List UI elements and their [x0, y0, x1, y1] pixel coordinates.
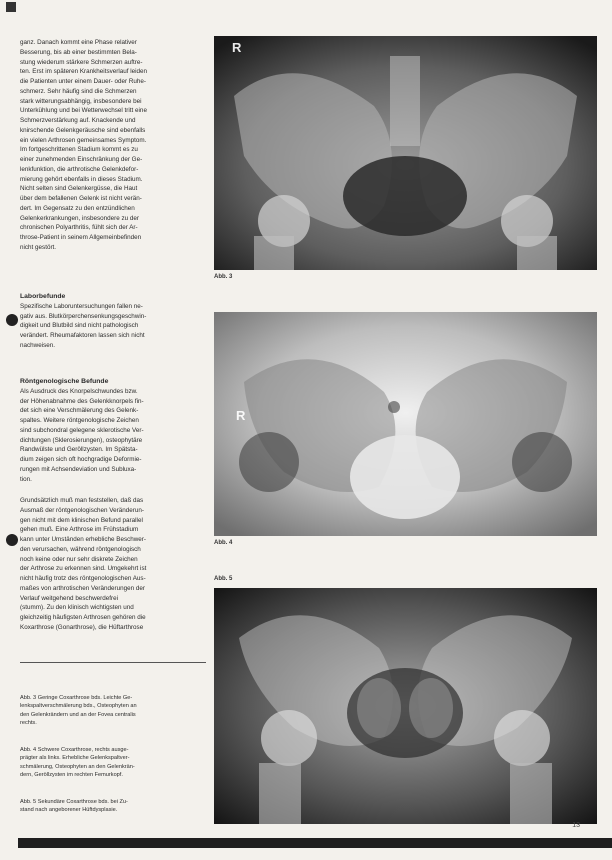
text-line: Gelenkerkrankungen, insbesondere zu der [20, 214, 140, 222]
lab-findings-section [20, 292, 206, 351]
lab-text [20, 302, 206, 351]
caption-abb-5 [20, 798, 206, 815]
text-line: nachweisen. [20, 341, 56, 349]
text-line: Schmerzverstärkung auf. Knackende und [20, 117, 136, 124]
text-line: digkeit und Blutbild sind nicht pathologisch [20, 322, 139, 330]
text-line: stand nach angeborener Hüftdysplasie. [20, 807, 118, 814]
text-line: throse-Patient in seinem Allgemeinbefinden [20, 234, 142, 241]
punch-hole [6, 534, 18, 546]
xray-image-abb-4 [214, 312, 597, 536]
text-line: prägter als links. Erhebliche Gelenkspaltver- [20, 755, 130, 762]
text-line: knirschende Gelenkgeräusche sind ebenfalls [20, 126, 146, 134]
text-line: dert. Im Gegensatz zu den entzündlichen [20, 204, 135, 212]
text-line: Spezifische Laboruntersuchungen fallen ne- [20, 302, 143, 310]
footer-bar [18, 838, 612, 848]
summary-text [20, 496, 206, 633]
radiology-heading: Röntgenologische Befunde [20, 378, 109, 385]
text-line: gehen muß. Eine Arthrose im Frühstadium [20, 526, 139, 534]
summary-section [20, 496, 206, 633]
crop-mark [6, 2, 16, 12]
text-line: noch keine oder nur sehr diskrete Zeichen [20, 555, 138, 563]
text-line: nicht häufig trotz des röntgenologischen Aus- [20, 575, 146, 582]
text-line: maßes von arthrotischen Veränderungen der [20, 584, 145, 592]
radiology-text [20, 387, 206, 485]
xray-image-abb-3 [214, 36, 597, 270]
text-line: spaltes. Weitere röntgenologische Zeichen [20, 417, 139, 424]
text-line: gativ aus. Blutkörperchensenkungsgeschwin- [20, 312, 147, 320]
text-line: Abb. 4 Schwere Coxarthrose, rechts ausge- [20, 747, 129, 753]
text-line: Abb. 3 Geringe Coxarthrose bds. Leichte Ge- [20, 695, 133, 701]
caption-abb-4 [20, 746, 206, 779]
text-line: gen nicht mit dem klinischen Befund parallel [20, 516, 143, 524]
side-marker-right: R [236, 408, 246, 423]
text-line: der Höhenabnahme des Gelenkknorpels fin- [20, 397, 144, 405]
text-line: die Patienten unter einem Dauer- oder Ruhe- [20, 78, 147, 85]
text-line: Unterkühlung und bei Wetterwechsel tritt eine [20, 107, 147, 115]
text-line: (stumm). Zu den klinisch wichtigsten und [20, 604, 134, 612]
figure-label-abb-4: Abb. 4 [214, 540, 233, 546]
text-line: Als Ausdruck des Knorpelschwundes bzw. [20, 387, 138, 395]
text-line: det sich eine Verschmälerung des Gelenk- [20, 407, 139, 415]
text-line: dern, Geröllzysten im rechten Femurkopf. [20, 771, 123, 778]
text-line: ein vielen Arthrosen gemeinsames Symptom. [20, 136, 147, 144]
text-line: Randwülste und Geröllzysten. Im Spätsta- [20, 446, 138, 454]
text-line: lenkspaltverschmälerung bds., Osteophyten an [20, 703, 137, 710]
text-line: verändert. Rheumafaktoren lassen sich nicht [20, 332, 145, 339]
side-marker-right: R [232, 40, 242, 55]
xray-image-abb-5 [214, 588, 597, 824]
text-line: den Gelenkrändern und an der Fovea centralis [20, 711, 136, 718]
text-line: chronischen Polyarthritis, fühlt sich der Ar- [20, 224, 138, 232]
radiology-findings-section [20, 377, 206, 484]
text-line: Ausmaß der röntgenologischen Veränderun- [20, 506, 144, 514]
figure-label-abb-3: Abb. 3 [214, 274, 233, 280]
text-line: Abb. 5 Sekundäre Coxarthrose bds. bei Zu- [20, 799, 128, 805]
text-line: mierung gehört ebenfalls in dieses Stadium. [20, 175, 143, 183]
text-line: der Arthrose zu erkennen sind. Umgekehrt ist [20, 565, 147, 573]
text-line: ganz. Danach kommt eine Phase relativer [20, 39, 137, 46]
text-line: Besserung, bis ab einer bestimmten Bela- [20, 48, 137, 56]
text-line: dichtungen (Sklerosierungen), osteophytäre [20, 436, 143, 444]
figure-label-abb-5: Abb. 5 [214, 576, 233, 582]
xray-pelvis-graphic [214, 588, 597, 824]
xray-pelvis-graphic [214, 312, 597, 536]
text-line: Nicht selten sind Gelenkergüsse, die Haut [20, 185, 138, 193]
text-line: Im fortgeschrittenen Stadium kommt es zu [20, 146, 138, 154]
caption-abb-3 [20, 694, 206, 727]
text-line: den verursachen, während röntgenologisch [20, 545, 141, 553]
xray-pelvis-graphic [214, 36, 597, 270]
text-line: stark witterungsabhängig, insbesondere bei [20, 97, 142, 105]
text-line: nicht gestört. [20, 243, 57, 251]
page-number: 13 [572, 822, 580, 829]
text-line: über dem befallenen Gelenk ist nicht verän- [20, 195, 142, 202]
text-line: Koxarthrose (Gonarthrose), die Hüftarthrose [20, 623, 144, 631]
text-line: einer zunehmenden Einschränkung der Ge- [20, 156, 143, 163]
text-line: ten. Erst im späteren Krankheitsverlauf leiden [20, 68, 148, 76]
text-line: lenkfunktion, die arthrotische Gelenkdefor- [20, 165, 139, 173]
footnote-rule [20, 662, 206, 663]
text-line: schmerz. Sehr häufig sind die Schmerzen [20, 87, 137, 95]
text-line: Verlauf weitgehend beschwerdefrei [20, 594, 119, 602]
text-line: gleichzeitig häufigsten Arthrosen gehören die [20, 614, 146, 621]
punch-hole [6, 314, 18, 326]
intro-text [20, 38, 206, 253]
text-line: rechts. [20, 719, 37, 726]
text-line: schmälerung, Osteophyten an den Gelenkrän- [20, 763, 135, 770]
text-line: stung wiederum stärkere Schmerzen auftre- [20, 58, 143, 66]
text-line: dium zeigen sich oft hochgradige Deformie- [20, 456, 142, 463]
lab-heading: Laborbefunde [20, 293, 66, 300]
text-line: tion. [20, 475, 32, 483]
intro-paragraph [20, 38, 206, 253]
text-line: kann unter Umständen erhebliche Beschwer- [20, 536, 147, 543]
text-line: sind subchondral gelegene sklerotische Ver- [20, 426, 144, 434]
text-line: rungen mit Achsendeviation und Subluxa- [20, 465, 137, 473]
text-line: Grundsätzlich muß man feststellen, daß das [20, 497, 144, 504]
